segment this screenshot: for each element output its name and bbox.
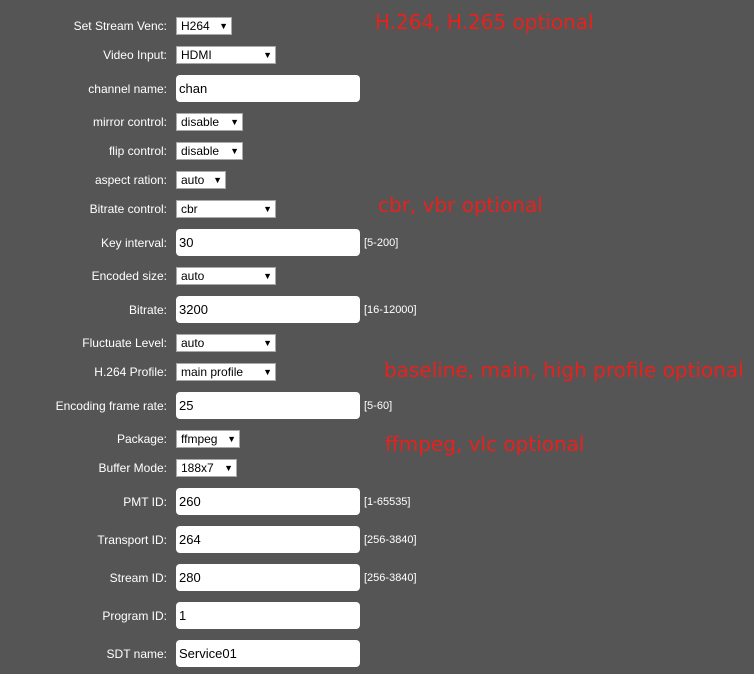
chevron-down-icon: ▼ <box>263 50 272 60</box>
bitrate-control-row <box>0 200 754 218</box>
chevron-down-icon: ▼ <box>263 271 272 281</box>
encoding-frame-rate-range: [5-60] <box>364 399 393 412</box>
video-input-label: Video Input: <box>103 48 167 62</box>
aspect-ration-value: auto <box>181 173 205 187</box>
encoded-size-label: Encoded size: <box>91 269 167 283</box>
channel-name-label: channel name: <box>88 81 167 96</box>
chevron-down-icon: ▼ <box>263 204 272 214</box>
channel-name-row <box>0 75 754 102</box>
mirror-control-select[interactable] <box>176 113 243 131</box>
stream-venc-value: H264 <box>181 19 210 33</box>
program-id-label: Program ID: <box>102 608 167 623</box>
buffer-mode-label: Buffer Mode: <box>98 461 167 475</box>
encoding-frame-rate-input[interactable]: 25 <box>176 392 360 419</box>
buffer-mode-row <box>0 459 754 477</box>
encoding-frame-rate-label: Encoding frame rate: <box>55 398 167 413</box>
encoded-size-row <box>0 267 754 285</box>
chevron-down-icon: ▼ <box>263 367 272 377</box>
chevron-down-icon: ▼ <box>230 146 239 156</box>
mirror-control-label: mirror control: <box>92 115 167 129</box>
fluctuate-level-select[interactable] <box>176 334 276 352</box>
chevron-down-icon: ▼ <box>230 117 239 127</box>
bitrate-range: [16-12000] <box>364 303 417 316</box>
package-annotation: ffmpeg, vlc optional <box>385 432 585 456</box>
bitrate-label: Bitrate: <box>128 302 167 317</box>
mirror-control-value: disable <box>181 115 220 129</box>
video-input-row <box>0 46 754 64</box>
stream-id-input[interactable]: 280 <box>176 564 360 591</box>
aspect-ration-select[interactable] <box>176 171 226 189</box>
bitrate-row <box>0 296 754 323</box>
package-value: ffmpeg <box>181 432 218 446</box>
h264-profile-value: main profile <box>181 365 244 379</box>
bitrate-control-select[interactable] <box>176 200 276 218</box>
h264-profile-label: H.264 Profile: <box>94 365 167 379</box>
sdt-name-row <box>0 640 754 667</box>
fluctuate-level-label: Fluctuate Level: <box>82 336 167 350</box>
sdt-name-input[interactable]: Service01 <box>176 640 360 667</box>
buffer-mode-value: 188x7 <box>181 461 214 475</box>
stream-venc-label: Set Stream Venc: <box>73 19 167 33</box>
channel-name-input[interactable]: chan <box>176 75 360 102</box>
encoded-size-select[interactable] <box>176 267 276 285</box>
bitrate-control-annotation: cbr, vbr optional <box>378 193 543 217</box>
chevron-down-icon: ▼ <box>213 175 222 185</box>
stream-venc-select[interactable] <box>176 17 232 35</box>
h264-profile-select[interactable] <box>176 363 276 381</box>
key-interval-label: Key interval: <box>100 235 167 250</box>
package-row <box>0 430 754 448</box>
chevron-down-icon: ▼ <box>227 434 236 444</box>
package-label: Package: <box>116 432 167 446</box>
stream-id-range: [256-3840] <box>364 571 417 584</box>
key-interval-range: [5-200] <box>364 236 399 249</box>
transport-id-label: Transport ID: <box>97 532 167 547</box>
venc-annotation: H.264, H.265 optional <box>375 10 594 34</box>
sdt-name-label: SDT name: <box>106 646 167 661</box>
bitrate-input[interactable]: 3200 <box>176 296 360 323</box>
flip-control-label: flip control: <box>108 144 167 158</box>
program-id-input[interactable]: 1 <box>176 602 360 629</box>
package-select[interactable] <box>176 430 240 448</box>
key-interval-input[interactable]: 30 <box>176 229 360 256</box>
pmt-id-label: PMT ID: <box>123 494 167 509</box>
mirror-control-row <box>0 113 754 131</box>
pmt-id-range: [1-65535] <box>364 495 411 508</box>
transport-id-row <box>0 526 754 553</box>
stream-id-row <box>0 564 754 591</box>
bitrate-control-value: cbr <box>181 202 198 216</box>
bitrate-control-label: Bitrate control: <box>89 202 167 216</box>
profile-annotation: baseline, main, high profile optional <box>384 358 744 382</box>
fluctuate-level-row <box>0 334 754 352</box>
transport-id-input[interactable]: 264 <box>176 526 360 553</box>
flip-control-value: disable <box>181 144 220 158</box>
aspect-ration-row <box>0 171 754 189</box>
pmt-id-input[interactable]: 260 <box>176 488 360 515</box>
program-id-row <box>0 602 754 629</box>
video-input-select[interactable] <box>176 46 276 64</box>
transport-id-range: [256-3840] <box>364 533 417 546</box>
flip-control-select[interactable] <box>176 142 243 160</box>
encoded-size-value: auto <box>181 269 205 283</box>
stream-id-label: Stream ID: <box>109 570 167 585</box>
chevron-down-icon: ▼ <box>263 338 272 348</box>
aspect-ration-label: aspect ration: <box>94 173 167 187</box>
chevron-down-icon: ▼ <box>224 463 233 473</box>
buffer-mode-select[interactable] <box>176 459 237 477</box>
pmt-id-row <box>0 488 754 515</box>
flip-control-row <box>0 142 754 160</box>
encoding-frame-rate-row <box>0 392 754 419</box>
fluctuate-level-value: auto <box>181 336 205 350</box>
video-input-value: HDMI <box>181 48 212 62</box>
chevron-down-icon: ▼ <box>219 21 228 31</box>
key-interval-row <box>0 229 754 256</box>
